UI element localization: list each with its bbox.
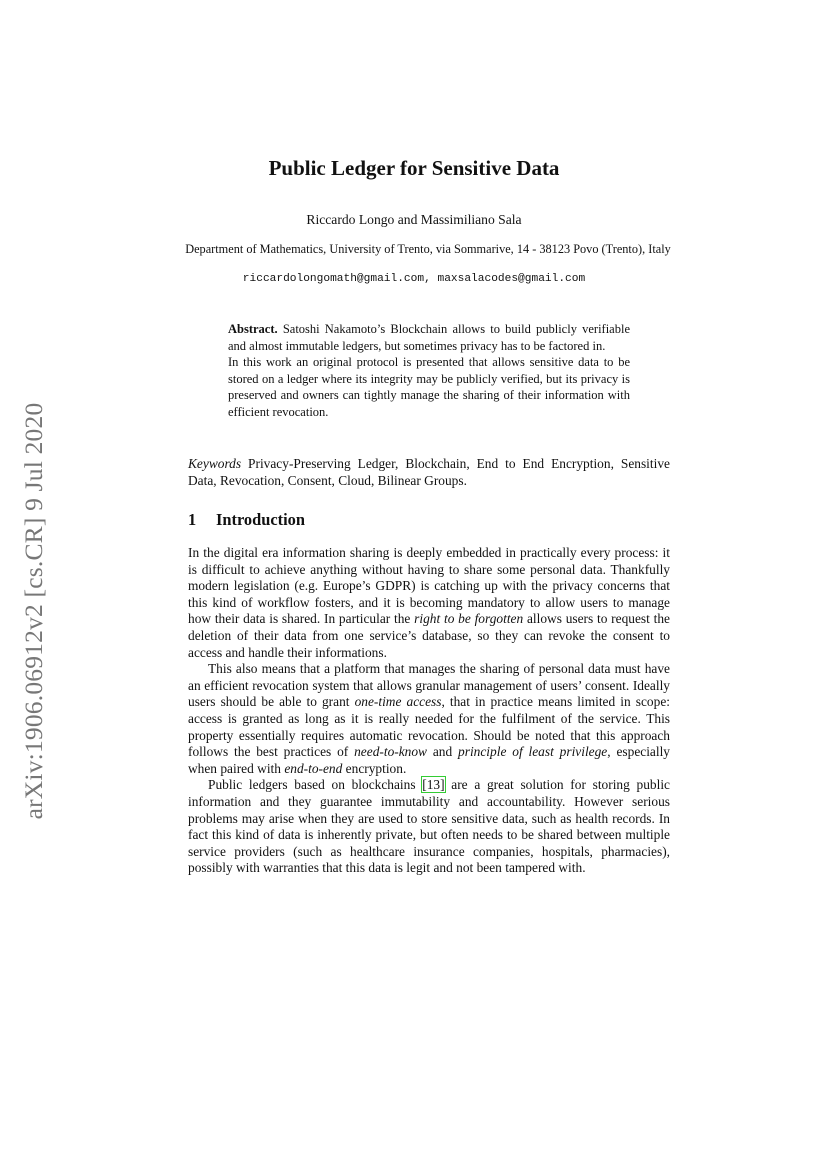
- p1-emphasis: right to be forgotten: [414, 611, 524, 627]
- p3-text-a: Public ledgers based on blockchains: [208, 777, 423, 793]
- p2-emphasis-4: end-to-end: [284, 760, 343, 776]
- keywords-text: Privacy-Preserving Ledger, Blockchain, End to End Encryption, Sensitive Data, Revocation, Consent, Cloud, Bilinear Groups.: [188, 456, 670, 489]
- keywords-label: Keywords: [188, 456, 242, 471]
- p2-text-d: , especially when paired with: [188, 744, 671, 776]
- paper-title: Public Ledger for Sensitive Data: [268, 156, 560, 180]
- abstract-label: Abstract.: [228, 322, 278, 336]
- p2-emphasis-3: principle of least privilege: [458, 744, 608, 760]
- p3-text-b: are a great solution for storing public information and they guarantee immutability and accountability. However serious problems may arise when they are used to store sensitive data, such as health records. In fact this kind of data is inherently private, but often needs to be shared between multiple service providers (such as healthcare insurance companies, hospitals, pharmacies), possibly with warranties that this data is legit and not been tampered with.: [188, 777, 671, 876]
- paper-authors: Riccardo Longo and Massimiliano Sala: [306, 212, 522, 227]
- section-number: 1: [188, 510, 197, 529]
- p2-emphasis-1: one-time access: [354, 694, 442, 710]
- paragraph-3: [188, 777, 670, 877]
- citation-link[interactable]: [13]: [422, 777, 445, 793]
- paragraph-1: [188, 545, 670, 661]
- p2-text-b: , that in practice means limited in scope: access is granted as long as it is really needed for the fulfilment of the service. This property essentially requires automatic revocation. Should be noted that this approach follows the best practices of: [188, 694, 670, 760]
- abstract-paragraph-2: In this work an original protocol is presented that allows sensitive data to be stored on a ledger where its integrity may be publicly verified, but its privacy is preserved and owners can tightly manage the sharing of their information with efficient revocation.: [228, 355, 630, 419]
- p2-text-a: This also means that a platform that manages the sharing of personal data must have an efficient revocation system that allows granular management of users’ consent. Ideally users should be able to grant: [188, 661, 670, 710]
- author-emails: riccardolongomath@gmail.com, maxsalacodes@gmail.com: [242, 273, 586, 285]
- p1-text-a: In the digital era information sharing is deeply embedded in practically every process: it is difficult to achieve anything without having to share some personal data. Thankfully modern legislation (e.g. Europe’s GDPR) is catching up with the privacy concerns that this kind of workflow fosters, and it is becoming mandatory to allow users to manage how their data is shared. In particular the: [188, 545, 670, 627]
- author-affiliation: Department of Mathematics, University of Trento, via Sommarive, 14 - 38123 Povo (Trento), Italy: [185, 242, 671, 256]
- keywords: [188, 455, 670, 489]
- paragraph-2: [188, 661, 670, 777]
- section-heading: [188, 510, 305, 530]
- abstract-text-1: Satoshi Nakamoto’s Blockchain allows to build publicly verifiable and almost immutable ledgers, but sometimes privacy has to be factored in.: [228, 322, 631, 353]
- p2-emphasis-2: need-to-know: [354, 744, 427, 760]
- body-text: [188, 545, 670, 877]
- p2-text-e: encryption.: [342, 760, 407, 776]
- abstract: [228, 321, 630, 421]
- p1-text-b: allows users to request the deletion of their data from one service’s database, so they can revoke the consent to access and handle their informations.: [188, 611, 670, 660]
- p2-text-c: and: [427, 744, 459, 760]
- section-title: Introduction: [216, 510, 305, 529]
- arxiv-identifier: arXiv:1906.06912v2 [cs.CR] 9 Jul 2020: [19, 402, 48, 820]
- abstract-paragraph-1: [228, 321, 630, 354]
